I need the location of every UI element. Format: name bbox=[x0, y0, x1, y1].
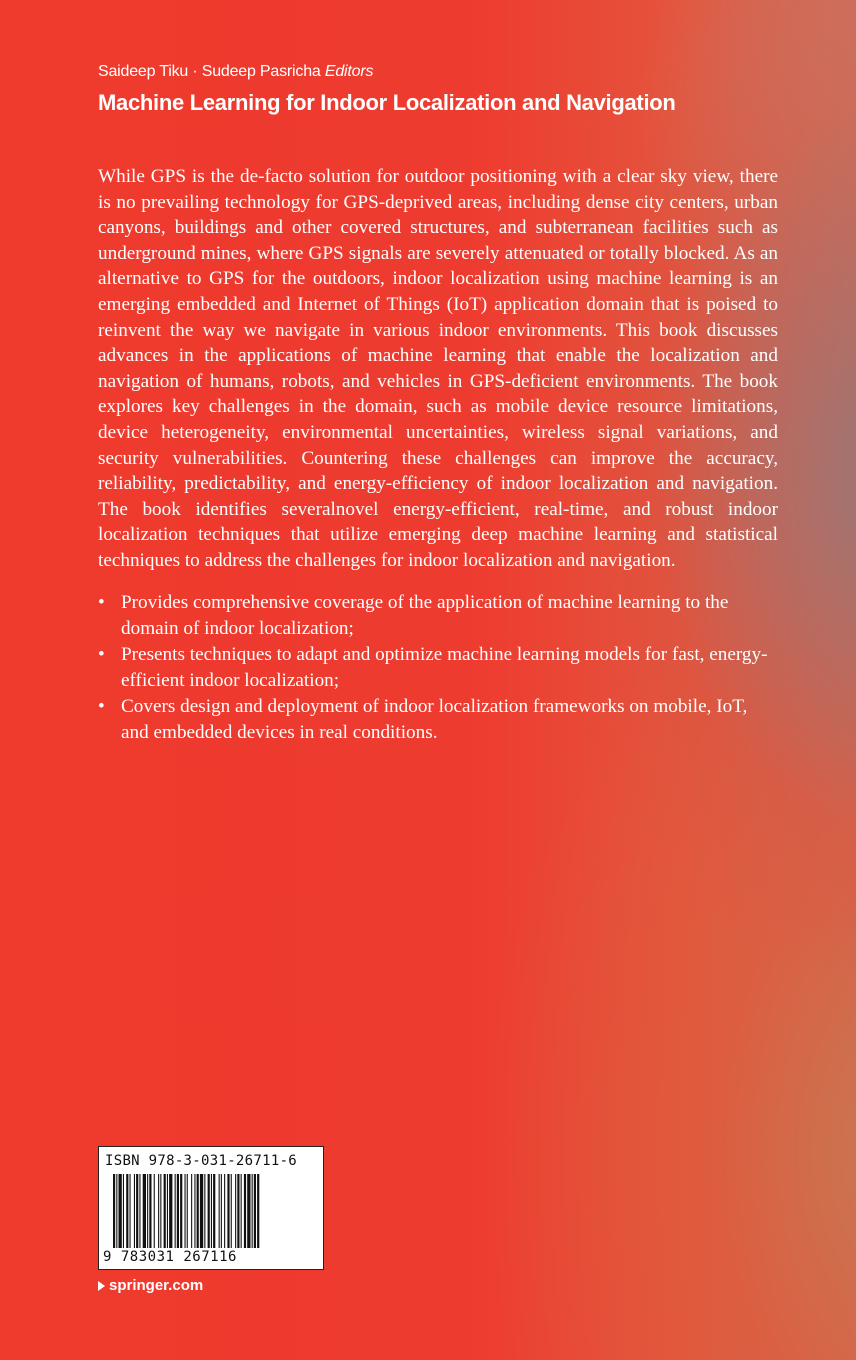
barcode-bar bbox=[194, 1174, 195, 1248]
barcode-bar bbox=[134, 1174, 135, 1248]
barcode-bar bbox=[164, 1174, 166, 1248]
publisher-url: springer.com bbox=[109, 1277, 204, 1294]
list-item bbox=[98, 694, 778, 745]
publisher-link[interactable] bbox=[98, 1277, 203, 1294]
feature-list bbox=[98, 590, 778, 747]
barcode-bar bbox=[200, 1174, 203, 1248]
barcode-bar bbox=[235, 1174, 236, 1248]
bullet-icon: • bbox=[98, 592, 105, 613]
list-item-text: Covers design and deployment of indoor localization frameworks on mobile, IoT, and embedded devices in real conditions. bbox=[121, 696, 748, 743]
editor-names: Saideep Tiku · Sudeep Pasricha bbox=[98, 63, 321, 80]
isbn-label: ISBN 978-3-031-26711-6 bbox=[105, 1153, 298, 1169]
list-item-text: Presents techniques to adapt and optimize machine learning models for fast, energy-efficient indoor localization; bbox=[121, 644, 768, 691]
barcode-bar bbox=[143, 1174, 146, 1248]
book-description: While GPS is the de-facto solution for outdoor positioning with a clear sky view, there is no prevailing technology for GPS-deprived areas, including dense city centers, urban canyons, buildings and other covered structures, and subterranean facilities such as underground mines, where GPS signals are severely attenuated or totally blocked. As an alternative to GPS for the outdoors, indoor localization using machine learning is an emerging embedded and Internet of Things (IoT) application domain that is poised to reinvent the way we navigate in various indoor environments. This book discusses advances in the applications of machine learning that enable the localization and navigation of humans, robots, and vehicles in GPS-deficient environments. The book explores key challenges in the domain, such as mobile device resource limitations, device heterogeneity, environmental uncertainties, wireless signal variations, and security vulnerabilities. Countering these challenges can improve the accuracy, reliability, predictability, and energy-efficiency of indoor localization and navigation. The book identifies severalnovel energy-efficient, real-time, and robust indoor localization techniques that utilize emerging deep machine learning and statistical techniques to address the challenges for indoor localization and navigation. bbox=[98, 166, 778, 571]
list-item-text: Provides comprehensive coverage of the application of machine learning to the domain of indoor localization; bbox=[121, 592, 729, 639]
barcode-bar bbox=[160, 1174, 161, 1248]
barcode-bar bbox=[213, 1174, 215, 1248]
list-item bbox=[98, 642, 778, 693]
barcode-bar bbox=[177, 1174, 179, 1248]
arrow-right-icon bbox=[98, 1281, 105, 1291]
barcode-bar bbox=[154, 1174, 155, 1248]
barcode-bar bbox=[187, 1174, 188, 1248]
barcode-bar bbox=[175, 1174, 176, 1248]
barcode-bar bbox=[241, 1174, 242, 1248]
barcode-bars bbox=[113, 1174, 313, 1248]
isbn-barcode bbox=[98, 1146, 324, 1270]
barcode-bar bbox=[116, 1174, 117, 1248]
editors-line bbox=[98, 63, 373, 81]
list-item bbox=[98, 590, 778, 641]
barcode-bar bbox=[254, 1174, 256, 1248]
barcode-bar bbox=[211, 1174, 212, 1248]
barcode-bar bbox=[119, 1174, 122, 1248]
barcode-bar bbox=[252, 1174, 253, 1248]
barcode-digits: 9 783031 267116 bbox=[103, 1249, 237, 1265]
barcode-bar bbox=[139, 1174, 140, 1248]
barcode-bar bbox=[237, 1174, 239, 1248]
barcode-bar bbox=[191, 1174, 192, 1248]
editors-role: Editors bbox=[324, 63, 374, 80]
barcode-bar bbox=[169, 1174, 172, 1248]
barcode-bar bbox=[247, 1174, 250, 1248]
barcode-bar bbox=[180, 1174, 182, 1248]
barcode-bar bbox=[231, 1174, 232, 1248]
book-title: Machine Learning for Indoor Localization and Navigation bbox=[98, 90, 676, 115]
barcode-bar bbox=[123, 1174, 124, 1248]
barcode-bar bbox=[224, 1174, 225, 1248]
barcode-bar bbox=[147, 1174, 148, 1248]
barcode-bar bbox=[197, 1174, 199, 1248]
barcode-bar bbox=[126, 1174, 128, 1248]
barcode-bar bbox=[130, 1174, 131, 1248]
barcode-bar bbox=[257, 1174, 259, 1248]
bullet-icon: • bbox=[98, 644, 105, 666]
barcode-bar bbox=[219, 1174, 220, 1248]
barcode-bar bbox=[221, 1174, 222, 1248]
barcode-bar bbox=[167, 1174, 168, 1248]
barcode-bar bbox=[227, 1174, 229, 1248]
barcode-bar bbox=[149, 1174, 151, 1248]
barcode-bar bbox=[185, 1174, 186, 1248]
barcode-bar bbox=[204, 1174, 205, 1248]
barcode-bar bbox=[113, 1174, 115, 1248]
barcode-bar bbox=[208, 1174, 210, 1248]
barcode-bar bbox=[244, 1174, 246, 1248]
bullet-icon: • bbox=[98, 696, 105, 718]
barcode-bar bbox=[158, 1174, 159, 1248]
barcode-bar bbox=[136, 1174, 138, 1248]
